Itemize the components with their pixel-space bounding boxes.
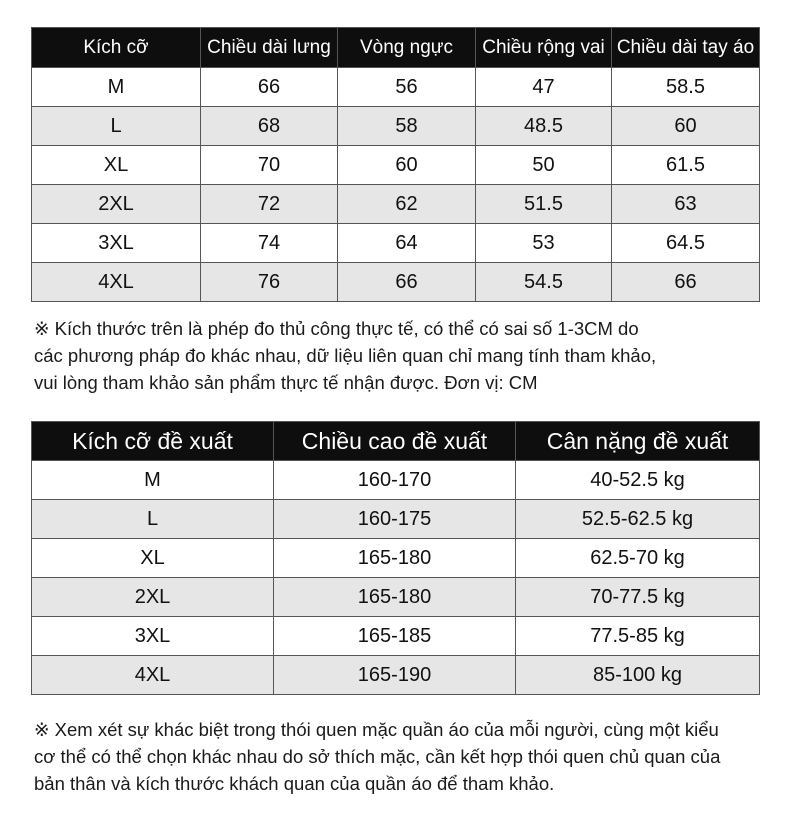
cell-back-length: 74	[201, 224, 338, 263]
cell-shoulder-width: 54.5	[476, 263, 612, 302]
cell-size: 3XL	[32, 224, 201, 263]
table-row	[32, 146, 760, 185]
cell-chest: 64	[338, 224, 476, 263]
size-chart-table	[31, 27, 760, 302]
header-size: Kích cỡ	[32, 28, 201, 68]
cell-back-length: 70	[201, 146, 338, 185]
cell-height: 165-185	[274, 617, 516, 656]
header-back-length: Chiều dài lưng	[201, 28, 338, 68]
cell-size: 2XL	[32, 578, 274, 617]
table-row	[32, 578, 760, 617]
table-row	[32, 107, 760, 146]
table-row	[32, 461, 760, 500]
cell-shoulder-width: 53	[476, 224, 612, 263]
cell-chest: 56	[338, 68, 476, 107]
note-line: các phương pháp đo khác nhau, dữ liệu liên quan chỉ mang tính tham khảo,	[34, 345, 657, 366]
header-recommended-weight: Cân nặng đề xuất	[516, 422, 760, 461]
cell-height: 165-180	[274, 578, 516, 617]
note-line: ※ Kích thước trên là phép đo thủ công thực tế, có thể có sai số 1-3CM do	[34, 318, 639, 339]
header-chest: Vòng ngực	[338, 28, 476, 68]
header-shoulder-width: Chiều rộng vai	[476, 28, 612, 68]
cell-shoulder-width: 47	[476, 68, 612, 107]
cell-back-length: 66	[201, 68, 338, 107]
cell-height: 165-180	[274, 539, 516, 578]
cell-height: 165-190	[274, 656, 516, 695]
cell-shoulder-width: 51.5	[476, 185, 612, 224]
cell-chest: 66	[338, 263, 476, 302]
size-chart-header-row	[32, 28, 760, 68]
recommend-header-row	[32, 422, 760, 461]
table-row	[32, 224, 760, 263]
table-row	[32, 617, 760, 656]
header-recommended-size: Kích cỡ đề xuất	[32, 422, 274, 461]
cell-chest: 62	[338, 185, 476, 224]
note-line: ※ Xem xét sự khác biệt trong thói quen mặc quần áo của mỗi người, cùng một kiểu	[34, 719, 719, 740]
cell-back-length: 68	[201, 107, 338, 146]
recommended-size-table	[31, 421, 760, 695]
cell-weight: 62.5-70 kg	[516, 539, 760, 578]
fit-preference-note	[34, 716, 764, 797]
header-sleeve-length: Chiều dài tay áo	[612, 28, 760, 68]
cell-chest: 58	[338, 107, 476, 146]
cell-weight: 40-52.5 kg	[516, 461, 760, 500]
measurement-note	[34, 315, 764, 396]
cell-weight: 70-77.5 kg	[516, 578, 760, 617]
cell-height: 160-175	[274, 500, 516, 539]
cell-size: XL	[32, 539, 274, 578]
note-line: vui lòng tham khảo sản phẩm thực tế nhận được. Đơn vị: CM	[34, 372, 538, 393]
cell-size: L	[32, 107, 201, 146]
cell-sleeve-length: 63	[612, 185, 760, 224]
cell-size: L	[32, 500, 274, 539]
cell-sleeve-length: 60	[612, 107, 760, 146]
table-row	[32, 539, 760, 578]
table-row	[32, 185, 760, 224]
cell-sleeve-length: 64.5	[612, 224, 760, 263]
cell-size: 4XL	[32, 263, 201, 302]
cell-size: 4XL	[32, 656, 274, 695]
cell-size: M	[32, 68, 201, 107]
cell-size: 2XL	[32, 185, 201, 224]
cell-weight: 85-100 kg	[516, 656, 760, 695]
table-row	[32, 500, 760, 539]
cell-sleeve-length: 66	[612, 263, 760, 302]
cell-size: XL	[32, 146, 201, 185]
cell-size: M	[32, 461, 274, 500]
table-row	[32, 656, 760, 695]
cell-shoulder-width: 48.5	[476, 107, 612, 146]
cell-chest: 60	[338, 146, 476, 185]
cell-weight: 52.5-62.5 kg	[516, 500, 760, 539]
note-line: cơ thể có thể chọn khác nhau do sở thích mặc, cần kết hợp thói quen chủ quan của	[34, 746, 721, 767]
note-line: bản thân và kích thước khách quan của quần áo để tham khảo.	[34, 773, 555, 794]
cell-back-length: 76	[201, 263, 338, 302]
cell-weight: 77.5-85 kg	[516, 617, 760, 656]
cell-size: 3XL	[32, 617, 274, 656]
cell-shoulder-width: 50	[476, 146, 612, 185]
cell-back-length: 72	[201, 185, 338, 224]
cell-sleeve-length: 58.5	[612, 68, 760, 107]
table-row	[32, 263, 760, 302]
cell-sleeve-length: 61.5	[612, 146, 760, 185]
header-recommended-height: Chiều cao đề xuất	[274, 422, 516, 461]
cell-height: 160-170	[274, 461, 516, 500]
table-row	[32, 68, 760, 107]
